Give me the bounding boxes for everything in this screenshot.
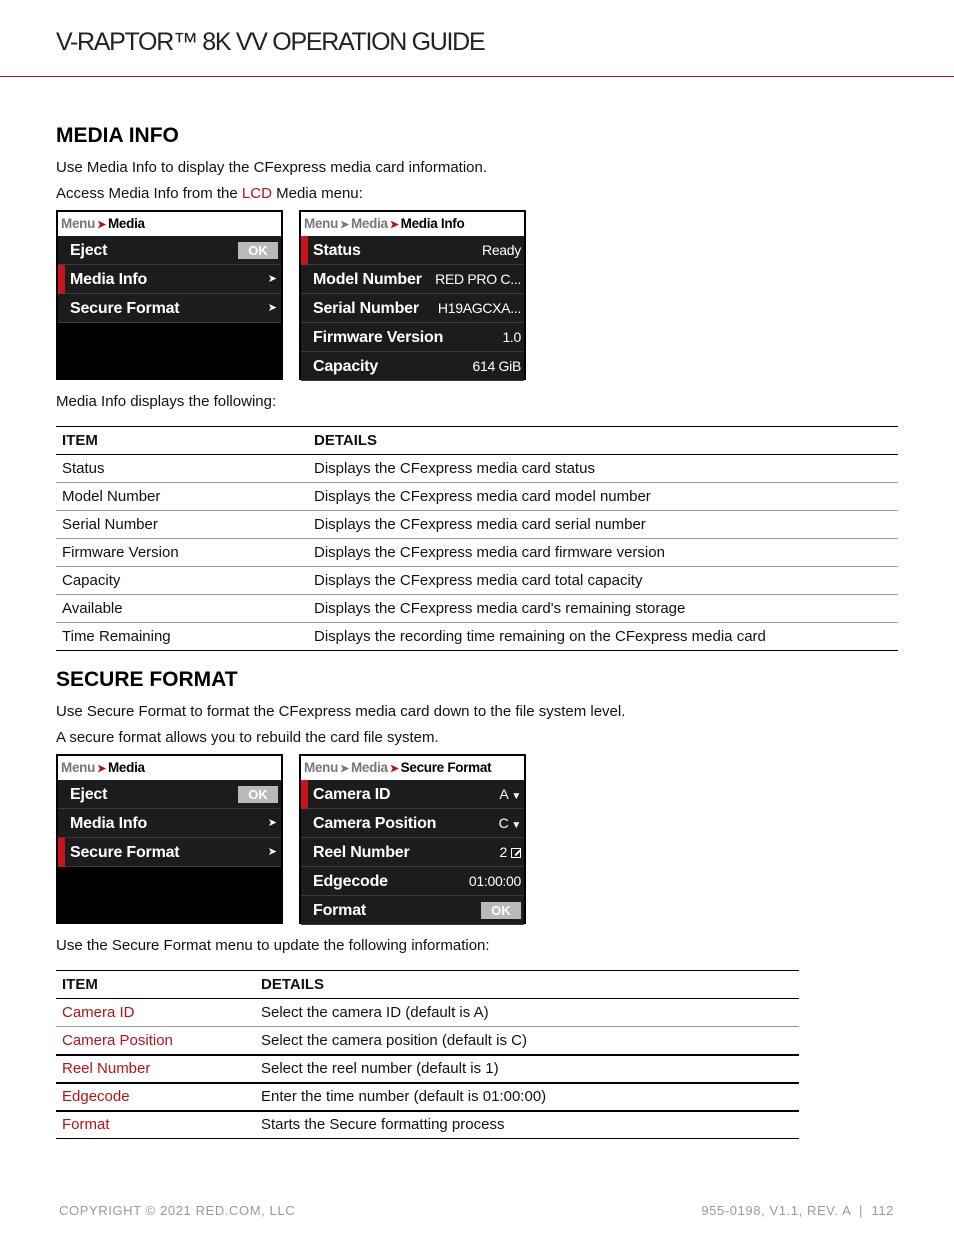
edgecode-value[interactable]: 01:00:00	[468, 873, 521, 889]
chevron-right-icon: ➤	[267, 273, 277, 285]
item-cell: Time Remaining	[56, 623, 308, 651]
media-menu-screen-2	[56, 754, 283, 924]
table-row	[56, 511, 898, 539]
format-row-camera-position[interactable]	[301, 809, 524, 838]
media-info-access-text	[56, 185, 363, 202]
format-label: Camera ID	[313, 786, 391, 803]
table-row	[56, 455, 898, 483]
table-row	[56, 1111, 799, 1139]
info-label: Firmware Version	[313, 329, 444, 346]
table-row	[56, 1055, 799, 1083]
details-cell: Enter the time number (default is 01:00:00)	[255, 1083, 799, 1111]
chevron-right-icon: ➤	[97, 763, 106, 775]
chevron-down-icon: ▼	[511, 820, 521, 831]
info-value: 614 GiB	[472, 358, 521, 374]
format-row-edgecode[interactable]	[301, 867, 524, 896]
chevron-right-icon: ➤	[97, 219, 106, 231]
breadcrumb-media: Media	[107, 216, 145, 231]
eject-ok-button[interactable]: OK	[238, 786, 278, 803]
dropdown-value: C	[498, 815, 509, 831]
format-ok-button[interactable]: OK	[481, 902, 521, 919]
dropdown-value: A	[499, 786, 509, 802]
menu-item-secure-format[interactable]	[58, 294, 281, 323]
details-cell: Displays the CFexpress media card serial number	[308, 511, 898, 539]
format-label: Format	[313, 902, 367, 919]
details-cell: Displays the CFexpress media card firmware version	[308, 539, 898, 567]
camera-id-dropdown[interactable]	[499, 780, 521, 811]
breadcrumb-media-info: Media Info	[400, 216, 465, 231]
details-cell: Displays the CFexpress media card status	[308, 455, 898, 483]
info-value: RED PRO C...	[435, 271, 521, 287]
info-value: H19AGCXA...	[437, 300, 521, 316]
breadcrumb-menu[interactable]: Menu	[61, 760, 96, 775]
info-label: Model Number	[313, 271, 422, 288]
secure-format-table	[56, 970, 799, 1139]
menu-item-media-info[interactable]	[58, 809, 281, 838]
secure-format-intro2: A secure format allows you to rebuild the card file system.	[56, 729, 439, 746]
breadcrumb	[58, 212, 281, 236]
breadcrumb-menu[interactable]: Menu	[304, 760, 339, 775]
chevron-right-icon: ➤	[389, 219, 399, 231]
access-prefix: Access Media Info from the	[56, 185, 242, 202]
menu-item-eject[interactable]	[58, 780, 281, 809]
info-label: Status	[313, 242, 361, 259]
media-info-intro: Use Media Info to display the CFexpress media card information.	[56, 159, 488, 176]
secure-format-intro: Use Secure Format to format the CFexpress media card down to the file system level.	[56, 703, 626, 720]
media-menu-screen	[56, 210, 283, 380]
chevron-right-icon: ➤	[340, 763, 349, 775]
field-value: 2	[499, 844, 507, 860]
table-row	[56, 623, 898, 651]
menu-item-label: Media Info	[70, 271, 148, 288]
table-header-row	[56, 427, 898, 455]
footer-copyright: COPYRIGHT © 2021 RED.COM, LLC	[59, 1203, 296, 1218]
menu-item-secure-format[interactable]	[58, 838, 281, 867]
item-cell: Model Number	[56, 483, 308, 511]
info-row-capacity[interactable]	[301, 352, 524, 381]
reel-number-field[interactable]	[500, 838, 522, 867]
table-header-row	[56, 971, 799, 999]
details-cell: Displays the CFexpress media card total capacity	[308, 567, 898, 595]
document-title: V-RAPTOR™ 8K VV OPERATION GUIDE	[56, 28, 485, 56]
format-row-reel-number[interactable]	[301, 838, 524, 867]
footer-doc-ref: 955-0198, V1.1, REV. A | 112	[701, 1203, 894, 1218]
menu-item-label: Secure Format	[70, 844, 180, 861]
chevron-right-icon: ➤	[389, 763, 399, 775]
menu-item-label: Secure Format	[70, 300, 180, 317]
media-info-table	[56, 426, 898, 651]
table-header-item: ITEM	[56, 427, 308, 455]
chevron-down-icon: ▼	[511, 791, 521, 802]
breadcrumb-secure-format: Secure Format	[400, 760, 492, 775]
access-suffix: Media menu:	[271, 185, 363, 202]
breadcrumb-media[interactable]: Media	[350, 216, 388, 231]
item-link-camera-id[interactable]: Camera ID	[56, 999, 255, 1027]
table-row	[56, 539, 898, 567]
table-header-details: DETAILS	[308, 427, 898, 455]
item-cell: Firmware Version	[56, 539, 308, 567]
table-header-item: ITEM	[56, 971, 255, 999]
format-label: Camera Position	[313, 815, 437, 832]
item-link-format[interactable]: Format	[56, 1111, 255, 1139]
format-row-camera-id[interactable]	[301, 780, 524, 809]
details-cell: Select the camera position (default is C)	[255, 1027, 799, 1055]
chevron-right-icon: ➤	[267, 302, 277, 314]
info-row-serial-number[interactable]	[301, 294, 524, 323]
item-cell: Status	[56, 455, 308, 483]
details-cell: Displays the recording time remaining on the CFexpress media card	[308, 623, 898, 651]
format-row-format[interactable]	[301, 896, 524, 925]
table-row	[56, 595, 898, 623]
details-cell: Displays the CFexpress media card's remaining storage	[308, 595, 898, 623]
media-info-displays-text: Media Info displays the following:	[56, 393, 277, 410]
media-info-heading: MEDIA INFO	[56, 124, 179, 147]
edit-icon	[511, 848, 521, 858]
chevron-right-icon: ➤	[267, 817, 277, 829]
secure-format-screen	[299, 754, 526, 924]
table-row	[56, 999, 799, 1027]
breadcrumb	[58, 756, 281, 780]
eject-ok-button[interactable]: OK	[238, 242, 278, 259]
breadcrumb-media[interactable]: Media	[350, 760, 388, 775]
format-label: Edgecode	[313, 873, 388, 890]
secure-format-heading: SECURE FORMAT	[56, 668, 238, 691]
info-row-status[interactable]	[301, 236, 524, 265]
breadcrumb	[301, 756, 524, 780]
media-info-screen	[299, 210, 526, 380]
menu-item-label: Eject	[70, 242, 108, 259]
chevron-right-icon: ➤	[267, 846, 277, 858]
table-row	[56, 1083, 799, 1111]
menu-item-label: Eject	[70, 786, 108, 803]
item-link-camera-position[interactable]: Camera Position	[56, 1027, 255, 1055]
item-cell: Serial Number	[56, 511, 308, 539]
page-header	[0, 0, 954, 77]
info-value: Ready	[482, 242, 521, 258]
info-row-model-number[interactable]	[301, 265, 524, 294]
secure-format-update-text: Use the Secure Format menu to update the following information:	[56, 937, 490, 954]
details-cell: Displays the CFexpress media card model number	[308, 483, 898, 511]
menu-item-label: Media Info	[70, 815, 148, 832]
item-cell: Available	[56, 595, 308, 623]
details-cell: Select the reel number (default is 1)	[255, 1055, 799, 1083]
info-row-firmware-version[interactable]	[301, 323, 524, 352]
menu-item-media-info[interactable]	[58, 265, 281, 294]
camera-position-dropdown[interactable]	[499, 809, 521, 840]
info-value: 1.0	[502, 329, 521, 345]
breadcrumb-menu[interactable]: Menu	[61, 216, 96, 231]
format-label: Reel Number	[313, 844, 410, 861]
details-cell: Select the camera ID (default is A)	[255, 999, 799, 1027]
table-row	[56, 1027, 799, 1055]
item-link-reel-number[interactable]: Reel Number	[56, 1055, 255, 1083]
breadcrumb-media: Media	[107, 760, 145, 775]
table-header-details: DETAILS	[255, 971, 799, 999]
details-cell: Starts the Secure formatting process	[255, 1111, 799, 1139]
item-link-edgecode[interactable]: Edgecode	[56, 1083, 255, 1111]
info-label: Serial Number	[313, 300, 419, 317]
breadcrumb-menu[interactable]: Menu	[304, 216, 339, 231]
lcd-link[interactable]: LCD	[241, 185, 272, 202]
breadcrumb	[301, 212, 524, 236]
menu-item-eject[interactable]	[58, 236, 281, 265]
chevron-right-icon: ➤	[340, 219, 349, 231]
table-row	[56, 483, 898, 511]
item-cell: Capacity	[56, 567, 308, 595]
table-row	[56, 567, 898, 595]
info-label: Capacity	[313, 358, 379, 375]
